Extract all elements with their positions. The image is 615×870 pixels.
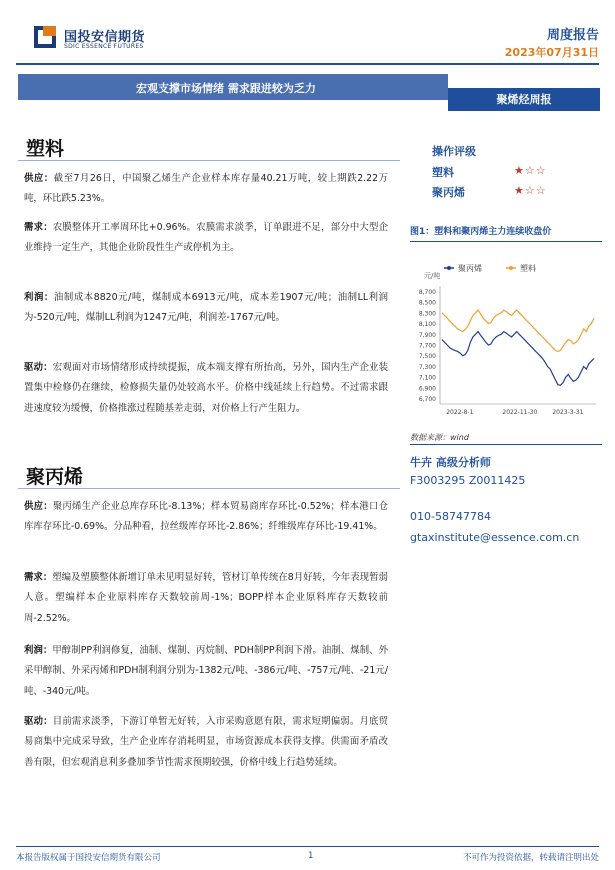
plastic-supply-label: 供应： bbox=[24, 173, 54, 184]
company-logo bbox=[34, 26, 254, 54]
y-tick-label: 7,100 bbox=[418, 374, 436, 382]
analyst-email[interactable]: gtaxinstitute@essence.com.cn bbox=[410, 531, 580, 544]
pp-demand-text: 塑编及塑膜整体新增订单未见明显好转，管材订单传统在8月好转，今年表现暂弱人意。塑编样本企业原料库存天数较前周-1%；BOPP样本企业原料库存天数较前周-2.52%。 bbox=[24, 572, 388, 624]
plastic-demand bbox=[24, 218, 388, 259]
legend-label: 塑料 bbox=[520, 264, 536, 273]
x-tick-label: 2022-8-1 bbox=[446, 409, 474, 416]
section-divider bbox=[18, 488, 400, 489]
legend-label: 聚丙烯 bbox=[458, 264, 482, 273]
analyst-license-ids: F3003295 Z0011425 bbox=[410, 474, 526, 487]
x-tick-label: 2023-3-31 bbox=[552, 409, 584, 416]
pp-demand-label: 需求： bbox=[24, 572, 53, 583]
pp-supply-text: 聚丙烯生产企业总库存环比-8.13%；样本贸易商库存环比-0.52%；样本港口仓库库存环比-0.69%。分品种看，拉丝级库存环比-2.86%；纤维级库存环比-19.41%。 bbox=[24, 501, 388, 533]
headline: 宏观支撑市场情绪 需求跟进较为乏力 bbox=[136, 82, 316, 95]
page-number: 1 bbox=[308, 851, 314, 861]
y-tick-label: 6,900 bbox=[418, 385, 436, 393]
y-tick-label: 7,300 bbox=[418, 363, 436, 371]
analyst-name: 牛卉 高级分析师 bbox=[410, 456, 491, 469]
series-line bbox=[442, 332, 594, 386]
data-source: 数据来源：wind bbox=[410, 433, 469, 442]
y-tick-label: 7,700 bbox=[418, 342, 436, 350]
y-tick-label: 8,700 bbox=[418, 288, 436, 296]
plastic-demand-label: 需求： bbox=[24, 222, 53, 233]
y-tick-label: 7,500 bbox=[418, 353, 436, 361]
plastic-profit-label: 利润： bbox=[24, 292, 54, 303]
rating-stars-plastic: ★☆☆ bbox=[514, 164, 547, 177]
report-type: 周度报告 bbox=[546, 28, 599, 43]
y-tick-label: 7,900 bbox=[418, 331, 436, 339]
section-divider bbox=[18, 160, 400, 161]
section-title-plastic: 塑料 bbox=[26, 138, 65, 160]
plastic-driver bbox=[24, 358, 388, 419]
report-date: 2023年07月31日 bbox=[504, 46, 599, 59]
section-title-pp: 聚丙烯 bbox=[26, 466, 84, 488]
header-divider bbox=[16, 63, 599, 65]
pp-profit-label: 利润： bbox=[24, 645, 53, 656]
rating-name-plastic: 塑料 bbox=[432, 166, 454, 179]
legend-marker bbox=[447, 266, 451, 270]
footer-copyright: 本报告版权属于国投安信期货有限公司 bbox=[16, 853, 161, 863]
pp-demand bbox=[24, 568, 388, 629]
plastic-supply-text: 截至7月26日，中国聚乙烯生产企业样本库存量40.21万吨，较上期跌2.22万吨，环比跌5.23%。 bbox=[24, 173, 388, 205]
plastic-driver-label: 驱动： bbox=[24, 362, 53, 373]
logo-mark-icon bbox=[34, 26, 56, 48]
rating-title: 操作评级 bbox=[432, 145, 476, 158]
pp-supply-label: 供应： bbox=[24, 501, 53, 512]
y-tick-label: 8,300 bbox=[418, 310, 436, 318]
rating-name-pp: 聚丙烯 bbox=[432, 186, 465, 199]
y-tick-label: 6,700 bbox=[418, 396, 436, 404]
plastic-driver-text: 宏观面对市场情绪形成持续提振，成本端支撑有所抬高，另外，国内生产企业装置集中检修仍在继续，检修损失量仍处较高水平。价格中线延续上行趋势。不过需求跟进速度较为缓慢，价格推涨过程随基差走弱，对价格上行产生阻力。 bbox=[24, 362, 388, 414]
logo-text-cn: 国投安信期货 bbox=[64, 30, 146, 45]
footer-divider bbox=[16, 846, 599, 847]
footer-disclaimer: 不可作为投资依据，转载请注明出处 bbox=[462, 853, 599, 863]
legend-marker bbox=[509, 266, 513, 270]
logo-text-en: SDIC ESSENCE FUTURES bbox=[64, 43, 144, 50]
report-series-tag: 聚烯烃周报 bbox=[448, 88, 600, 111]
pp-driver-label: 驱动： bbox=[24, 716, 53, 727]
price-line-chart bbox=[404, 256, 604, 426]
y-tick-label: 8,100 bbox=[418, 321, 436, 329]
plastic-supply bbox=[24, 169, 388, 210]
plastic-demand-text: 农膜整体开工率周环比+0.96%。农膜需求淡季，订单跟进不足，部分中大型企业维持一定生产，其他企业阶段性生产或停机为主。 bbox=[24, 222, 388, 254]
y-tick-label: 8,500 bbox=[418, 299, 436, 307]
plastic-profit bbox=[24, 288, 388, 329]
analyst-phone: 010-58747784 bbox=[410, 510, 491, 523]
pp-profit-text: 甲醇制PP利润修复，油制、煤制、丙烷制、PDH制PP利润下滑。油制、煤制、外采甲醇制、外采丙烯和PDH制利润分别为-1382元/吨、-386元/吨、-757元/吨、-21元/吨、-340元/吨。 bbox=[24, 645, 388, 697]
headline-banner bbox=[18, 74, 448, 100]
x-tick-label: 2022-11-30 bbox=[502, 409, 538, 416]
source-divider bbox=[410, 444, 602, 445]
series-line bbox=[442, 310, 594, 351]
plastic-profit-text: 油制成本8820元/吨，煤制成本6913元/吨，成本差1907元/吨；油制LL利润为-520元/吨，煤制LL利润为1247元/吨，利润差-1767元/吨。 bbox=[24, 292, 388, 324]
pp-driver-text: 目前需求淡季，下游订单暂无好转，入市采购意愿有限，需求短期偏弱。月底贸易商集中完成采导致，生产企业库存消耗明显，市场资源成本获得支撑。供需面矛盾改善有限，但宏观消息利多叠加季节性需求预期较强，价格中线上行趋势延续。 bbox=[24, 716, 388, 768]
pp-supply bbox=[24, 497, 388, 538]
figure-title: 图1：塑料和聚丙烯主力连续收盘价 bbox=[410, 224, 602, 242]
rating-stars-pp: ★☆☆ bbox=[514, 184, 547, 197]
y-axis-unit: 元/吨 bbox=[424, 272, 441, 280]
pp-driver bbox=[24, 712, 388, 773]
pp-profit bbox=[24, 641, 388, 702]
